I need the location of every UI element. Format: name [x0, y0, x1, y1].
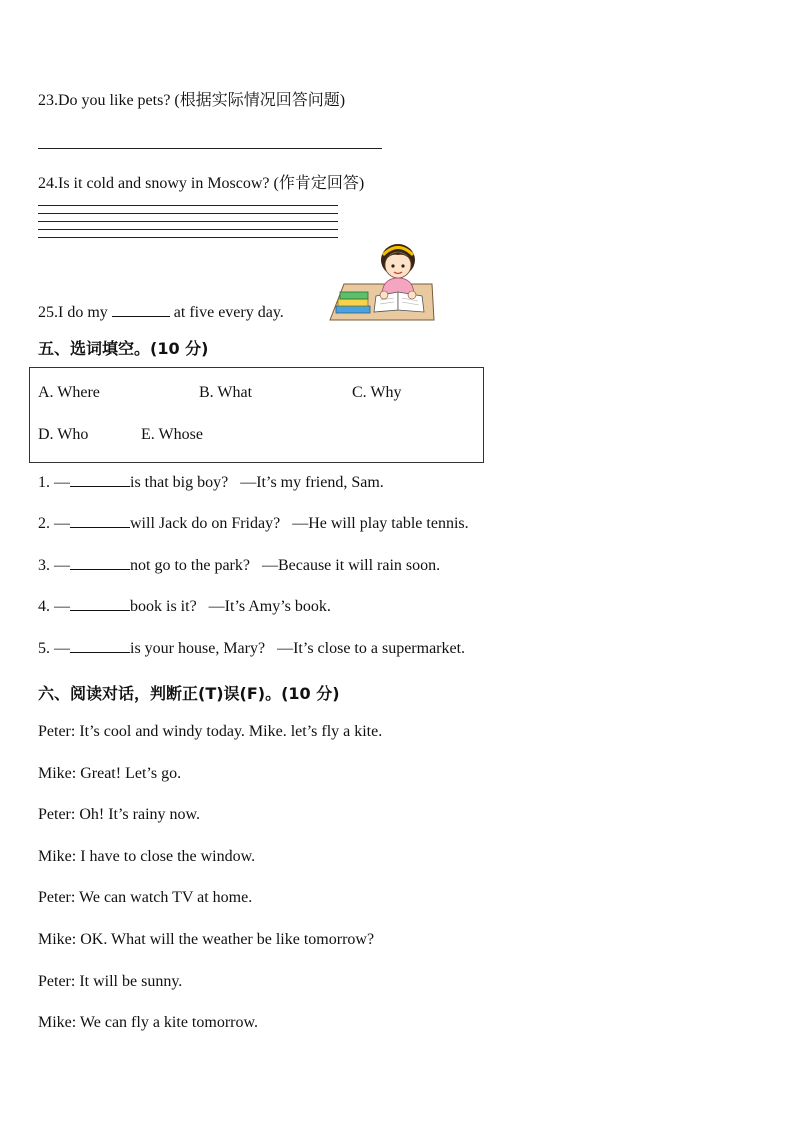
option-c: C. Why — [352, 384, 402, 401]
fill-item-4-answer: —It’s Amy’s book. — [208, 598, 331, 615]
fill-item-5-answer: —It’s close to a supermarket. — [277, 640, 466, 657]
answer-line-24-4[interactable] — [38, 229, 338, 230]
answer-line-24-5[interactable] — [38, 237, 338, 238]
fill-item-2-question: will Jack do on Friday? — [130, 515, 281, 532]
section-6-title: 六、阅读对话，判断正(T)误(F)。(10 分) — [38, 684, 340, 703]
girl-studying-illustration — [326, 240, 438, 322]
dialogue-line-1: Peter: It’s cool and windy today. Mike. let’s fly a kite. — [38, 723, 383, 740]
question-25 — [38, 304, 284, 322]
answer-line-24-2[interactable] — [38, 213, 338, 214]
blank-3[interactable] — [70, 569, 130, 570]
answer-line-23[interactable] — [38, 148, 382, 149]
fill-item-3-number: 3. — — [38, 557, 70, 574]
dialogue-line-8: Mike: We can fly a kite tomorrow. — [38, 1014, 258, 1031]
blank-25[interactable] — [112, 316, 170, 317]
fill-item-2-answer: —He will play table tennis. — [292, 515, 469, 532]
fill-item-5-number: 5. — — [38, 640, 70, 657]
option-b: B. What — [199, 384, 253, 401]
option-e: E. Whose — [141, 426, 203, 443]
fill-item-1-answer: —It’s my friend, Sam. — [240, 474, 384, 491]
section-5-title: 五、选词填空。(10 分) — [38, 339, 209, 358]
fill-item-3-question: not go to the park? — [130, 557, 250, 574]
fill-item-2 — [38, 515, 469, 533]
fill-item-1-number: 1. — — [38, 474, 70, 491]
blank-1[interactable] — [70, 486, 130, 487]
fill-item-1 — [38, 474, 384, 492]
question-25-after: at five every day. — [169, 304, 284, 321]
fill-item-5-question: is your house, Mary? — [130, 640, 266, 657]
fill-item-5 — [38, 640, 465, 658]
option-d: D. Who — [38, 426, 89, 443]
dialogue-line-2: Mike: Great! Let’s go. — [38, 765, 182, 782]
fill-item-4-number: 4. — — [38, 598, 70, 615]
fill-item-4 — [38, 598, 331, 616]
fill-item-2-number: 2. — — [38, 515, 70, 532]
question-24: 24.Is it cold and snowy in Moscow? (作肯定回答) — [38, 175, 365, 192]
dialogue-line-6: Mike: OK. What will the weather be like tomorrow? — [38, 931, 375, 948]
blank-4[interactable] — [70, 610, 130, 611]
option-a: A. Where — [38, 384, 100, 401]
question-25-before: 25.I do my — [38, 304, 112, 321]
fill-item-1-question: is that big boy? — [130, 474, 229, 491]
fill-item-3-answer: —Because it will rain soon. — [261, 557, 441, 574]
question-23: 23.Do you like pets? (根据实际情况回答问题) — [38, 92, 346, 109]
dialogue-line-7: Peter: It will be sunny. — [38, 973, 183, 990]
answer-line-24-3[interactable] — [38, 221, 338, 222]
blank-5[interactable] — [70, 652, 130, 653]
answer-line-24-1[interactable] — [38, 205, 338, 206]
fill-item-3 — [38, 557, 440, 575]
word-bank-box — [29, 367, 484, 463]
dialogue-line-5: Peter: We can watch TV at home. — [38, 889, 253, 906]
fill-item-4-question: book is it? — [130, 598, 197, 615]
dialogue-line-3: Peter: Oh! It’s rainy now. — [38, 806, 201, 823]
blank-2[interactable] — [70, 527, 130, 528]
dialogue-line-4: Mike: I have to close the window. — [38, 848, 256, 865]
